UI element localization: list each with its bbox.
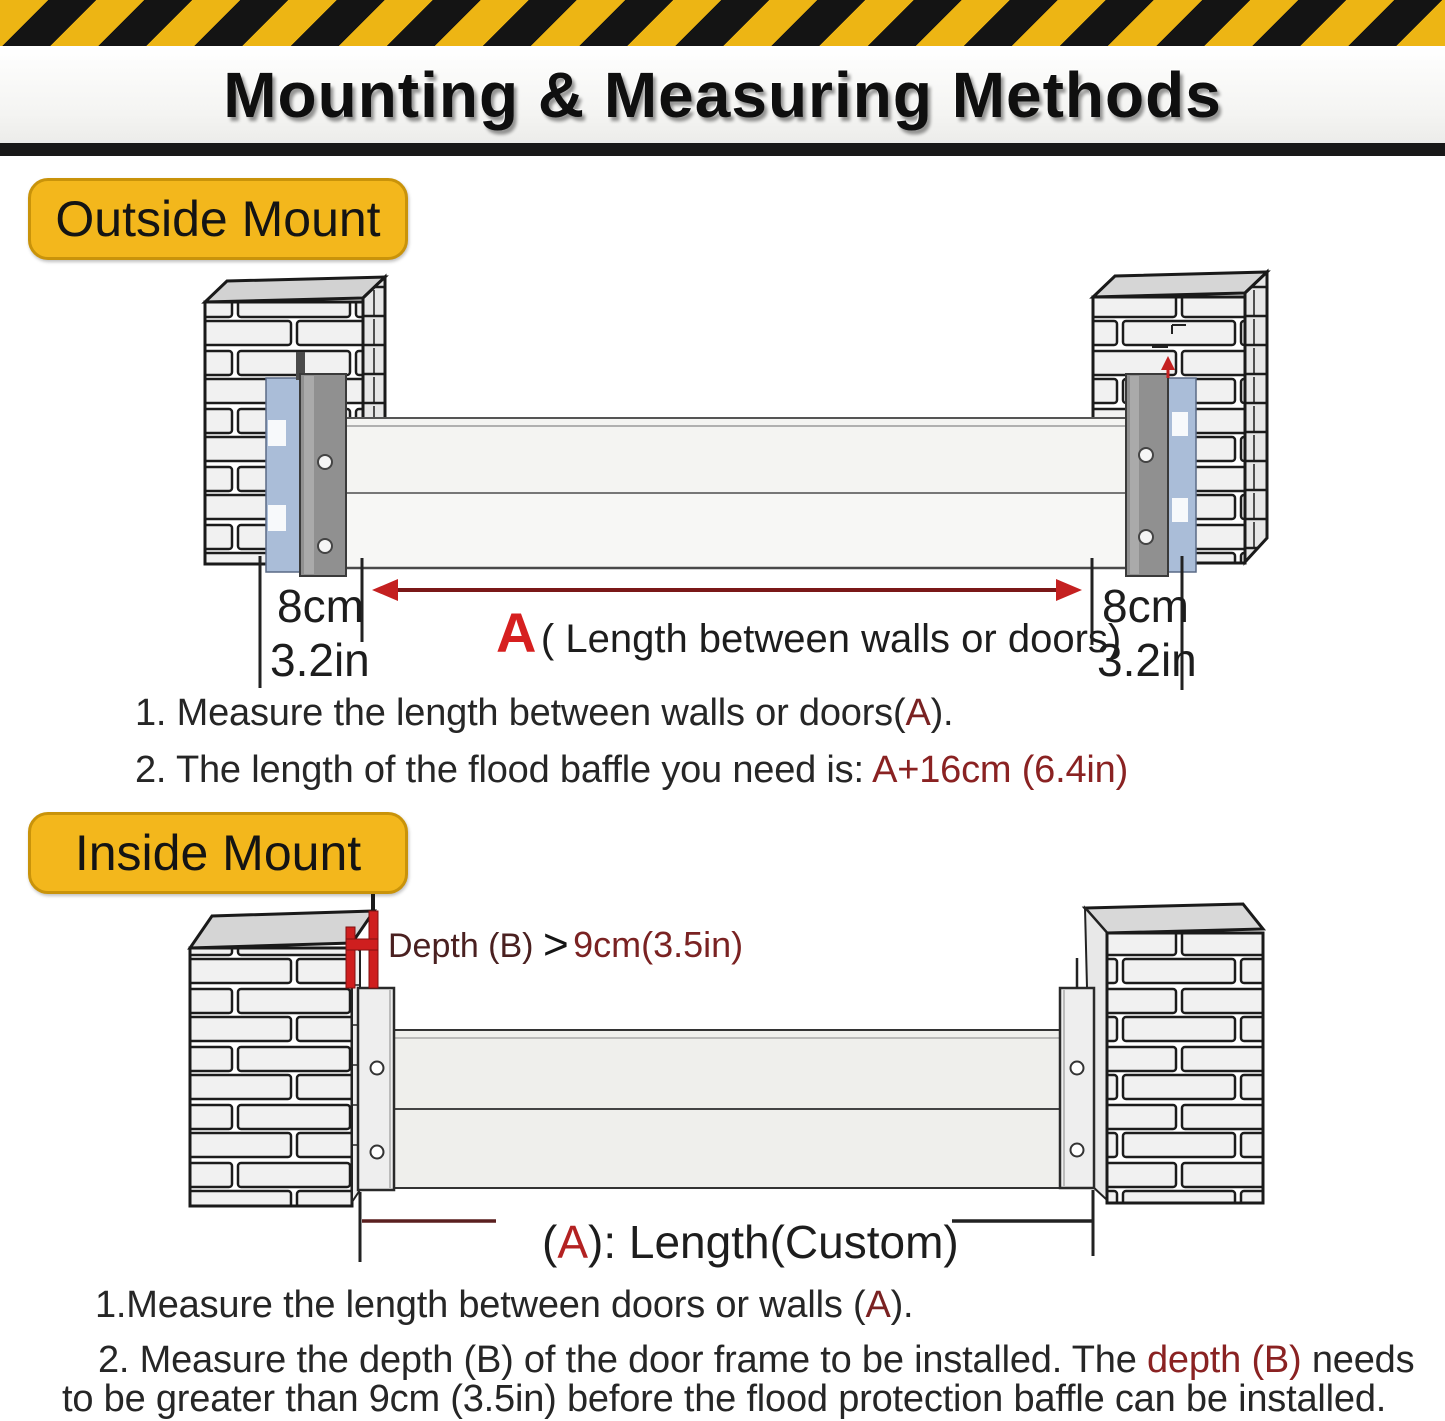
inside-right-channel <box>1060 958 1094 1188</box>
left-offset-cm-label: 8cm <box>277 580 364 632</box>
inside-left-channel <box>358 988 394 1190</box>
outside-mount-badge <box>28 178 408 260</box>
inside-mount-diagram <box>0 893 1445 1285</box>
left-offset-in-label: 3.2in <box>270 634 370 686</box>
outside-instruction-2: 2. The length of the flood baffle you need is: A+16cm (6.4in) <box>135 749 1129 791</box>
depth-label: Depth (B) > 9cm(3.5in) <box>388 920 744 969</box>
inside-flood-baffle <box>394 1030 1060 1188</box>
inside-instruction-3: to be greater than 9cm (3.5in) before the flood protection baffle can be installed. <box>62 1378 1387 1420</box>
right-offset-cm-label: 8cm <box>1102 580 1189 632</box>
length-a-label: A ( Length between walls or doors) <box>496 601 1122 664</box>
hazard-stripe-band <box>0 0 1445 46</box>
outside-width-arrow <box>372 579 1082 601</box>
inside-mount-badge <box>28 812 408 894</box>
outside-mount-diagram <box>0 265 1445 695</box>
inside-mount-badge-label: Inside Mount <box>74 825 362 881</box>
depth-caliper-icon <box>346 894 378 988</box>
right-offset-in-label: 3.2in <box>1097 634 1197 686</box>
outside-mount-badge-label: Outside Mount <box>55 191 381 247</box>
inside-right-wall <box>1085 904 1263 1203</box>
outside-instruction-1: 1. Measure the length between walls or doors(A). <box>135 692 954 734</box>
inside-instruction-1: 1.Measure the length between doors or walls (A). <box>95 1284 914 1326</box>
custom-length-label: (A): Length(Custom) <box>542 1216 959 1268</box>
divider-bar <box>0 143 1445 156</box>
page-title: Mounting & Measuring Methods <box>223 58 1222 131</box>
title-band <box>0 46 1445 143</box>
outside-left-channel <box>266 352 346 576</box>
inside-instruction-2: 2. Measure the depth (B) of the door frame to be installed. The depth (B) needs <box>98 1339 1415 1381</box>
outside-flood-baffle <box>312 418 1132 568</box>
